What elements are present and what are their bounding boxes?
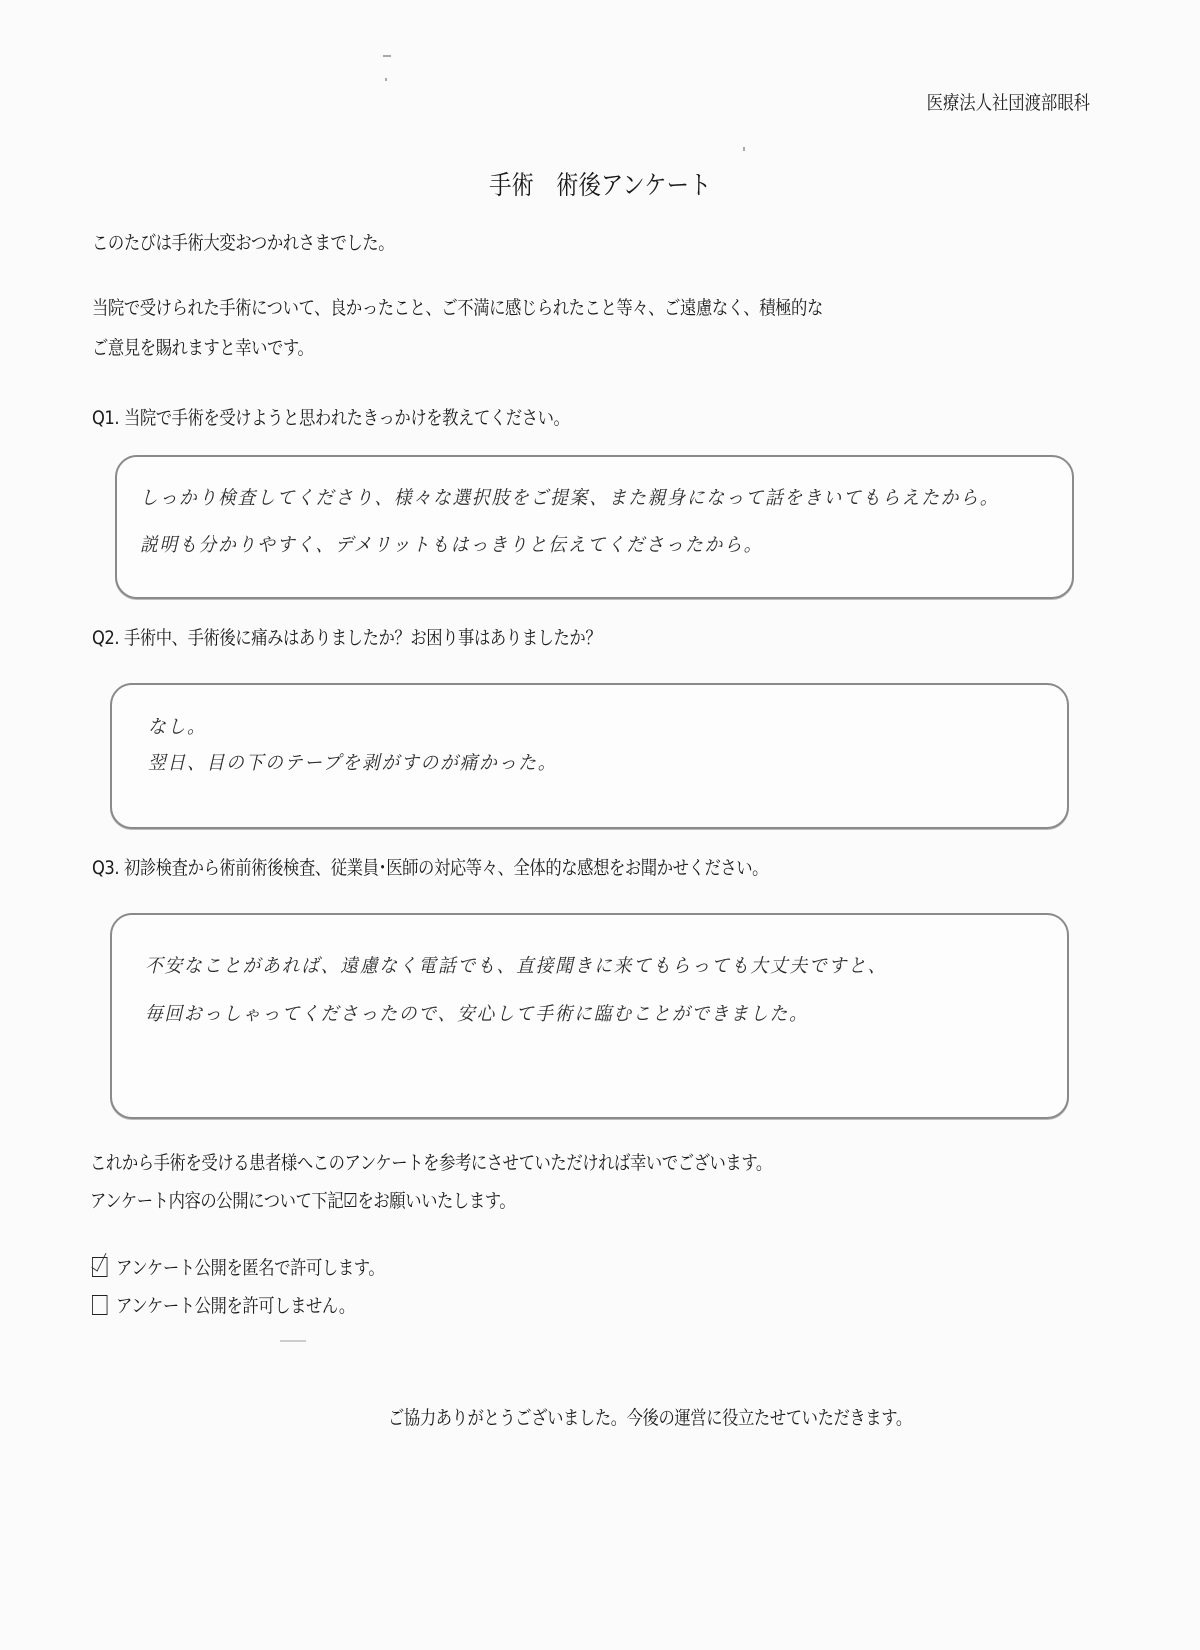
question-label: Q1. (92, 407, 120, 429)
consent-option-anonymous[interactable] (92, 1253, 384, 1280)
answer-q1-line1: しっかり検査してくださり、様々な選択肢をご提案、また親身になって話をきいてもらえたから。 (140, 487, 1000, 509)
scan-speck (383, 55, 391, 57)
question-3 (92, 853, 768, 880)
question-1 (92, 403, 569, 430)
consent-option-decline[interactable] (92, 1291, 355, 1318)
answer-box-q1[interactable] (115, 455, 1074, 599)
consent-option-label: アンケート公開を許可しません。 (116, 1295, 355, 1317)
answer-q2-line1: なし。 (148, 716, 207, 738)
answer-q3-line2: 毎回おっしゃってくださったので、安心して手術に臨むことができました。 (145, 1003, 809, 1025)
checkbox-unchecked-icon[interactable] (92, 1295, 107, 1315)
checkbox-checked-icon[interactable] (92, 1257, 107, 1277)
question-text: 手術中、手術後に痛みはありましたか？お困り事はありましたか？ (123, 627, 602, 649)
consent-option-label: アンケート公開を匿名で許可します。 (116, 1257, 385, 1279)
question-2 (92, 623, 601, 650)
question-label: Q3. (92, 857, 120, 879)
question-text: 当院で手術を受けようと思われたきっかけを教えてください。 (123, 407, 570, 429)
question-label: Q2. (92, 627, 120, 649)
thanks-text: ご協力ありがとうございました。今後の運営に役立たせていただきます。 (388, 1407, 912, 1429)
closing-text-line2: アンケート内容の公開について下記☑をお願いいたします。 (90, 1190, 516, 1212)
closing-text-line1: これから手術を受ける患者様へこのアンケートを参考にさせていただければ幸いでございます。 (90, 1152, 772, 1174)
page-title: 手術 術後アンケート (488, 171, 712, 201)
clinic-name: 医療法人社団渡部眼科 (926, 92, 1090, 114)
request-text-line2: ご意見を賜れますと幸いです。 (92, 337, 314, 359)
question-text: 初診検査から術前術後検査、従業員･医師の対応等々、全体的な感想をお聞かせください。 (123, 857, 769, 879)
scan-speck (743, 147, 745, 151)
answer-q2-line2: 翌日、目の下のテープを剥がすのが痛かった。 (148, 752, 558, 774)
scan-speck (385, 78, 387, 81)
answer-q3-line1: 不安なことがあれば、遠慮なく電話でも、直接聞きに来てもらっても大丈夫ですと、 (145, 955, 888, 977)
request-text-line1: 当院で受けられた手術について、良かったこと、ご不満に感じられたこと等々、ご遠慮なく、積極的な (92, 297, 823, 319)
scan-speck (280, 1340, 306, 1342)
answer-q1-line2: 説明も分かりやすく、デメリットもはっきりと伝えてくださったから。 (140, 534, 764, 556)
greeting-text: このたびは手術大変おつかれさまでした。 (92, 232, 395, 254)
